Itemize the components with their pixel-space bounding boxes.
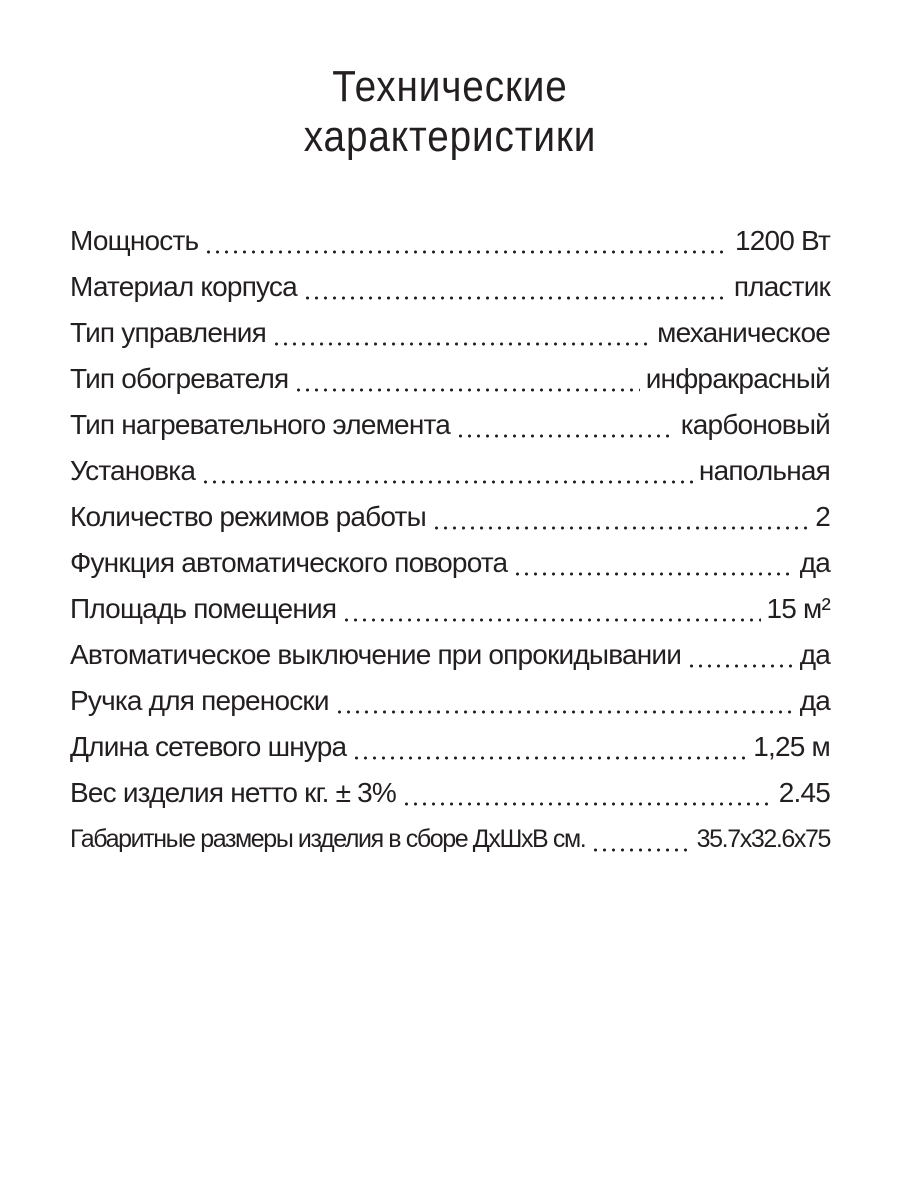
spec-row-body-material — [70, 264, 830, 310]
dot-leader — [402, 770, 773, 816]
dot-leader — [272, 310, 651, 356]
spec-label: Тип нагревательного элемента — [70, 409, 450, 440]
spec-row-carry-handle — [70, 678, 830, 724]
dot-leader — [201, 448, 693, 494]
spec-label: Габаритные размеры изделия в сборе ДхШхВ см. — [70, 825, 586, 853]
spec-value: инфракрасный — [645, 363, 830, 394]
dot-leader — [294, 356, 639, 402]
dot-leader — [513, 540, 793, 586]
spec-row-heating-element — [70, 402, 830, 448]
spec-row-room-area — [70, 586, 830, 632]
spec-row-installation — [70, 448, 830, 494]
dot-leader — [687, 632, 794, 678]
page-title — [116, 0, 785, 162]
spec-value: 1,25 м — [753, 731, 830, 762]
spec-value: карбоновый — [680, 409, 830, 440]
dot-leader — [432, 494, 809, 540]
spec-value: 15 м² — [766, 593, 830, 624]
spec-value: напольная — [698, 455, 830, 486]
spec-row-power — [70, 218, 830, 264]
spec-label: Ручка для переноски — [70, 685, 329, 716]
spec-label: Длина сетевого шнура — [70, 731, 347, 762]
spec-row-tip-over-shutoff — [70, 632, 830, 678]
spec-row-cord-length — [70, 724, 830, 770]
spec-label: Тип обогревателя — [70, 363, 289, 394]
spec-value: 2 — [815, 501, 830, 532]
spec-label: Установка — [70, 455, 196, 486]
spec-value: да — [799, 639, 830, 670]
spec-row-dimensions — [70, 816, 830, 862]
spec-label: Функция автоматического поворота — [70, 547, 508, 578]
dot-leader — [456, 402, 675, 448]
spec-value: пластик — [733, 271, 830, 302]
spec-row-auto-rotation — [70, 540, 830, 586]
spec-label: Автоматическое выключение при опрокидывании — [70, 639, 682, 670]
dot-leader — [204, 218, 729, 264]
dot-leader — [335, 678, 794, 724]
spec-label: Мощность — [70, 225, 199, 256]
spec-row-net-weight — [70, 770, 830, 816]
dot-leader — [303, 264, 728, 310]
spec-value: да — [799, 685, 830, 716]
spec-value: механическое — [657, 317, 830, 348]
spec-label: Тип управления — [70, 317, 266, 348]
spec-value: да — [799, 547, 830, 578]
spec-label: Материал корпуса — [70, 271, 297, 302]
spec-value: 1200 Вт — [734, 225, 830, 256]
spec-list — [70, 218, 830, 862]
title-line-2: характеристики — [303, 112, 597, 161]
spec-value: 2.45 — [778, 777, 830, 808]
dot-leader — [591, 816, 690, 862]
dot-leader — [352, 724, 747, 770]
dot-leader — [342, 586, 760, 632]
spec-value: 35.7x32.6x75 — [696, 825, 830, 853]
spec-row-control-type — [70, 310, 830, 356]
spec-label: Вес изделия нетто кг. ± 3% — [70, 777, 397, 808]
spec-row-modes-count — [70, 494, 830, 540]
spec-label: Площадь помещения — [70, 593, 337, 624]
spec-row-heater-type — [70, 356, 830, 402]
title-line-1: Технические — [332, 62, 568, 111]
spec-label: Количество режимов работы — [70, 501, 426, 532]
